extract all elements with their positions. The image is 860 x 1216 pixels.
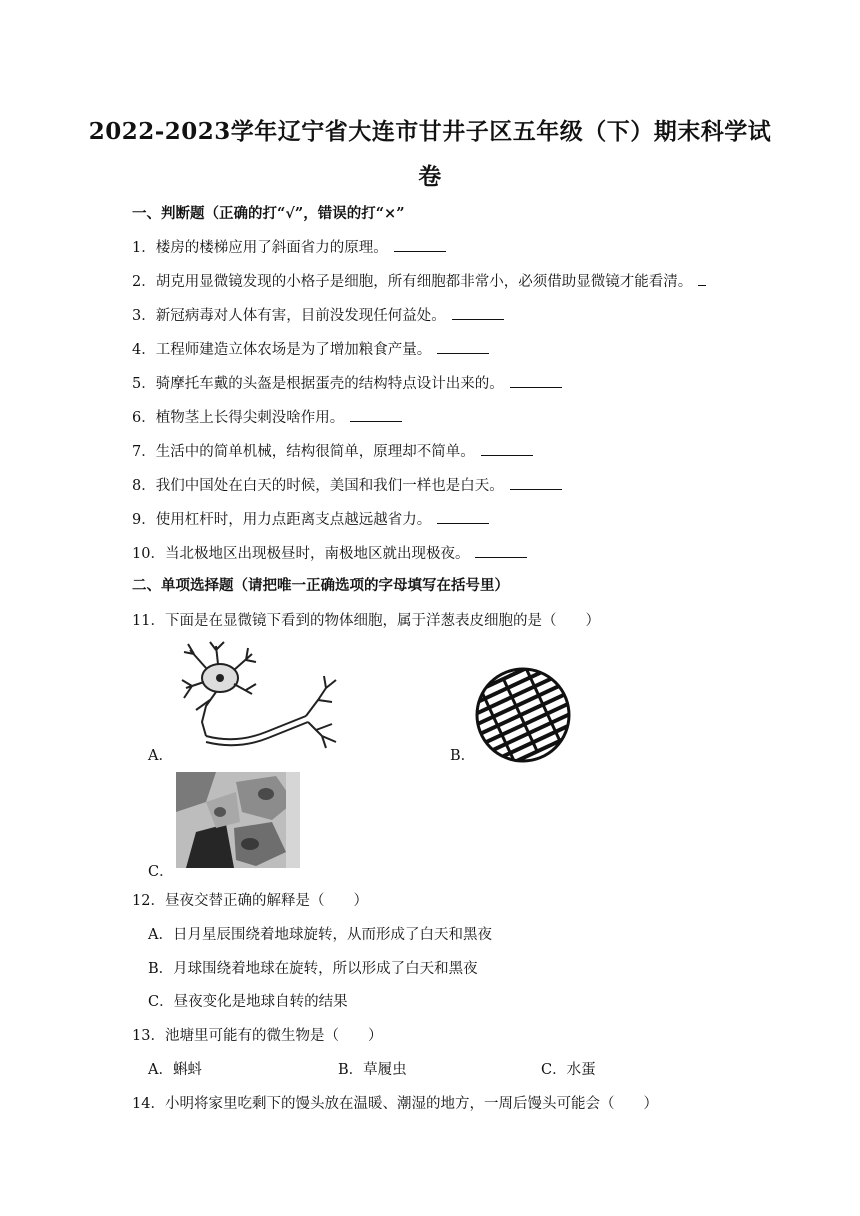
q12-option-c: C．昼夜变化是地球自转的结果 xyxy=(148,994,348,1010)
answer-blank[interactable] xyxy=(475,543,527,558)
q11-option-b: B． xyxy=(450,748,476,764)
answer-blank[interactable] xyxy=(698,271,706,286)
tf-question-10: 10．当北极地区出现极昼时，南极地区就出现极夜。 xyxy=(132,542,527,563)
section2-heading: 二、单项选择题（请把唯一正确选项的字母填写在括号里） xyxy=(132,577,509,594)
answer-blank[interactable] xyxy=(350,407,402,422)
exam-title-line2: 卷 xyxy=(418,163,442,190)
q11-option-a: A． xyxy=(148,748,173,764)
q14-stem: 14．小明将家里吃剩下的馒头放在温暖、潮湿的地方，一周后馒头可能会（ ） xyxy=(132,1096,658,1112)
stained-cells-figure xyxy=(176,772,300,868)
q12-option-b: B．月球围绕着地球在旋转，所以形成了白天和黑夜 xyxy=(148,961,478,977)
elongated-cells-figure xyxy=(474,666,572,764)
tf-question-1: 1．楼房的楼梯应用了斜面省力的原理。 xyxy=(132,236,446,257)
tf-question-8: 8．我们中国处在白天的时候，美国和我们一样也是白天。 xyxy=(132,474,562,495)
answer-blank[interactable] xyxy=(481,441,533,456)
tf-question-3: 3．新冠病毒对人体有害，目前没发现任何益处。 xyxy=(132,304,504,325)
q13-option-c: C．水蛋 xyxy=(541,1062,596,1078)
answer-blank[interactable] xyxy=(437,339,489,354)
q11-option-c: C． xyxy=(148,864,174,880)
tf-question-7: 7．生活中的简单机械，结构很简单，原理却不简单。 xyxy=(132,440,533,461)
answer-blank[interactable] xyxy=(510,373,562,388)
tf-question-5: 5．骑摩托车戴的头盔是根据蛋壳的结构特点设计出来的。 xyxy=(132,372,562,393)
tf-question-9: 9．使用杠杆时，用力点距离支点越远越省力。 xyxy=(132,508,489,529)
answer-blank[interactable] xyxy=(510,475,562,490)
answer-blank[interactable] xyxy=(437,509,489,524)
tf-question-2: 2．胡克用显微镜发现的小格子是细胞，所有细胞都非常小，必须借助显微镜才能看清。 xyxy=(132,270,706,291)
exam-title-line1: 2022-2023学年辽宁省大连市甘井子区五年级（下）期末科学试 xyxy=(88,118,772,145)
tf-question-6: 6．植物茎上长得尖刺没啥作用。 xyxy=(132,406,402,427)
q12-stem: 12．昼夜交替正确的解释是（ ） xyxy=(132,893,368,909)
q12-option-a: A．日月星辰围绕着地球旋转，从而形成了白天和黑夜 xyxy=(148,927,492,943)
tf-question-4: 4．工程师建造立体农场是为了增加粮食产量。 xyxy=(132,338,489,359)
q13-option-a: A．蝌蚪 xyxy=(148,1062,202,1078)
answer-blank[interactable] xyxy=(452,305,504,320)
q13-stem: 13．池塘里可能有的微生物是（ ） xyxy=(132,1028,383,1044)
neuron-cell-figure xyxy=(176,640,346,752)
q11-stem: 11．下面是在显微镜下看到的物体细胞，属于洋葱表皮细胞的是（ ） xyxy=(132,613,600,629)
section1-heading: 一、判断题（正确的打“√”，错误的打“×” xyxy=(132,205,405,222)
q13-option-b: B．草履虫 xyxy=(338,1062,407,1078)
answer-blank[interactable] xyxy=(394,237,446,252)
